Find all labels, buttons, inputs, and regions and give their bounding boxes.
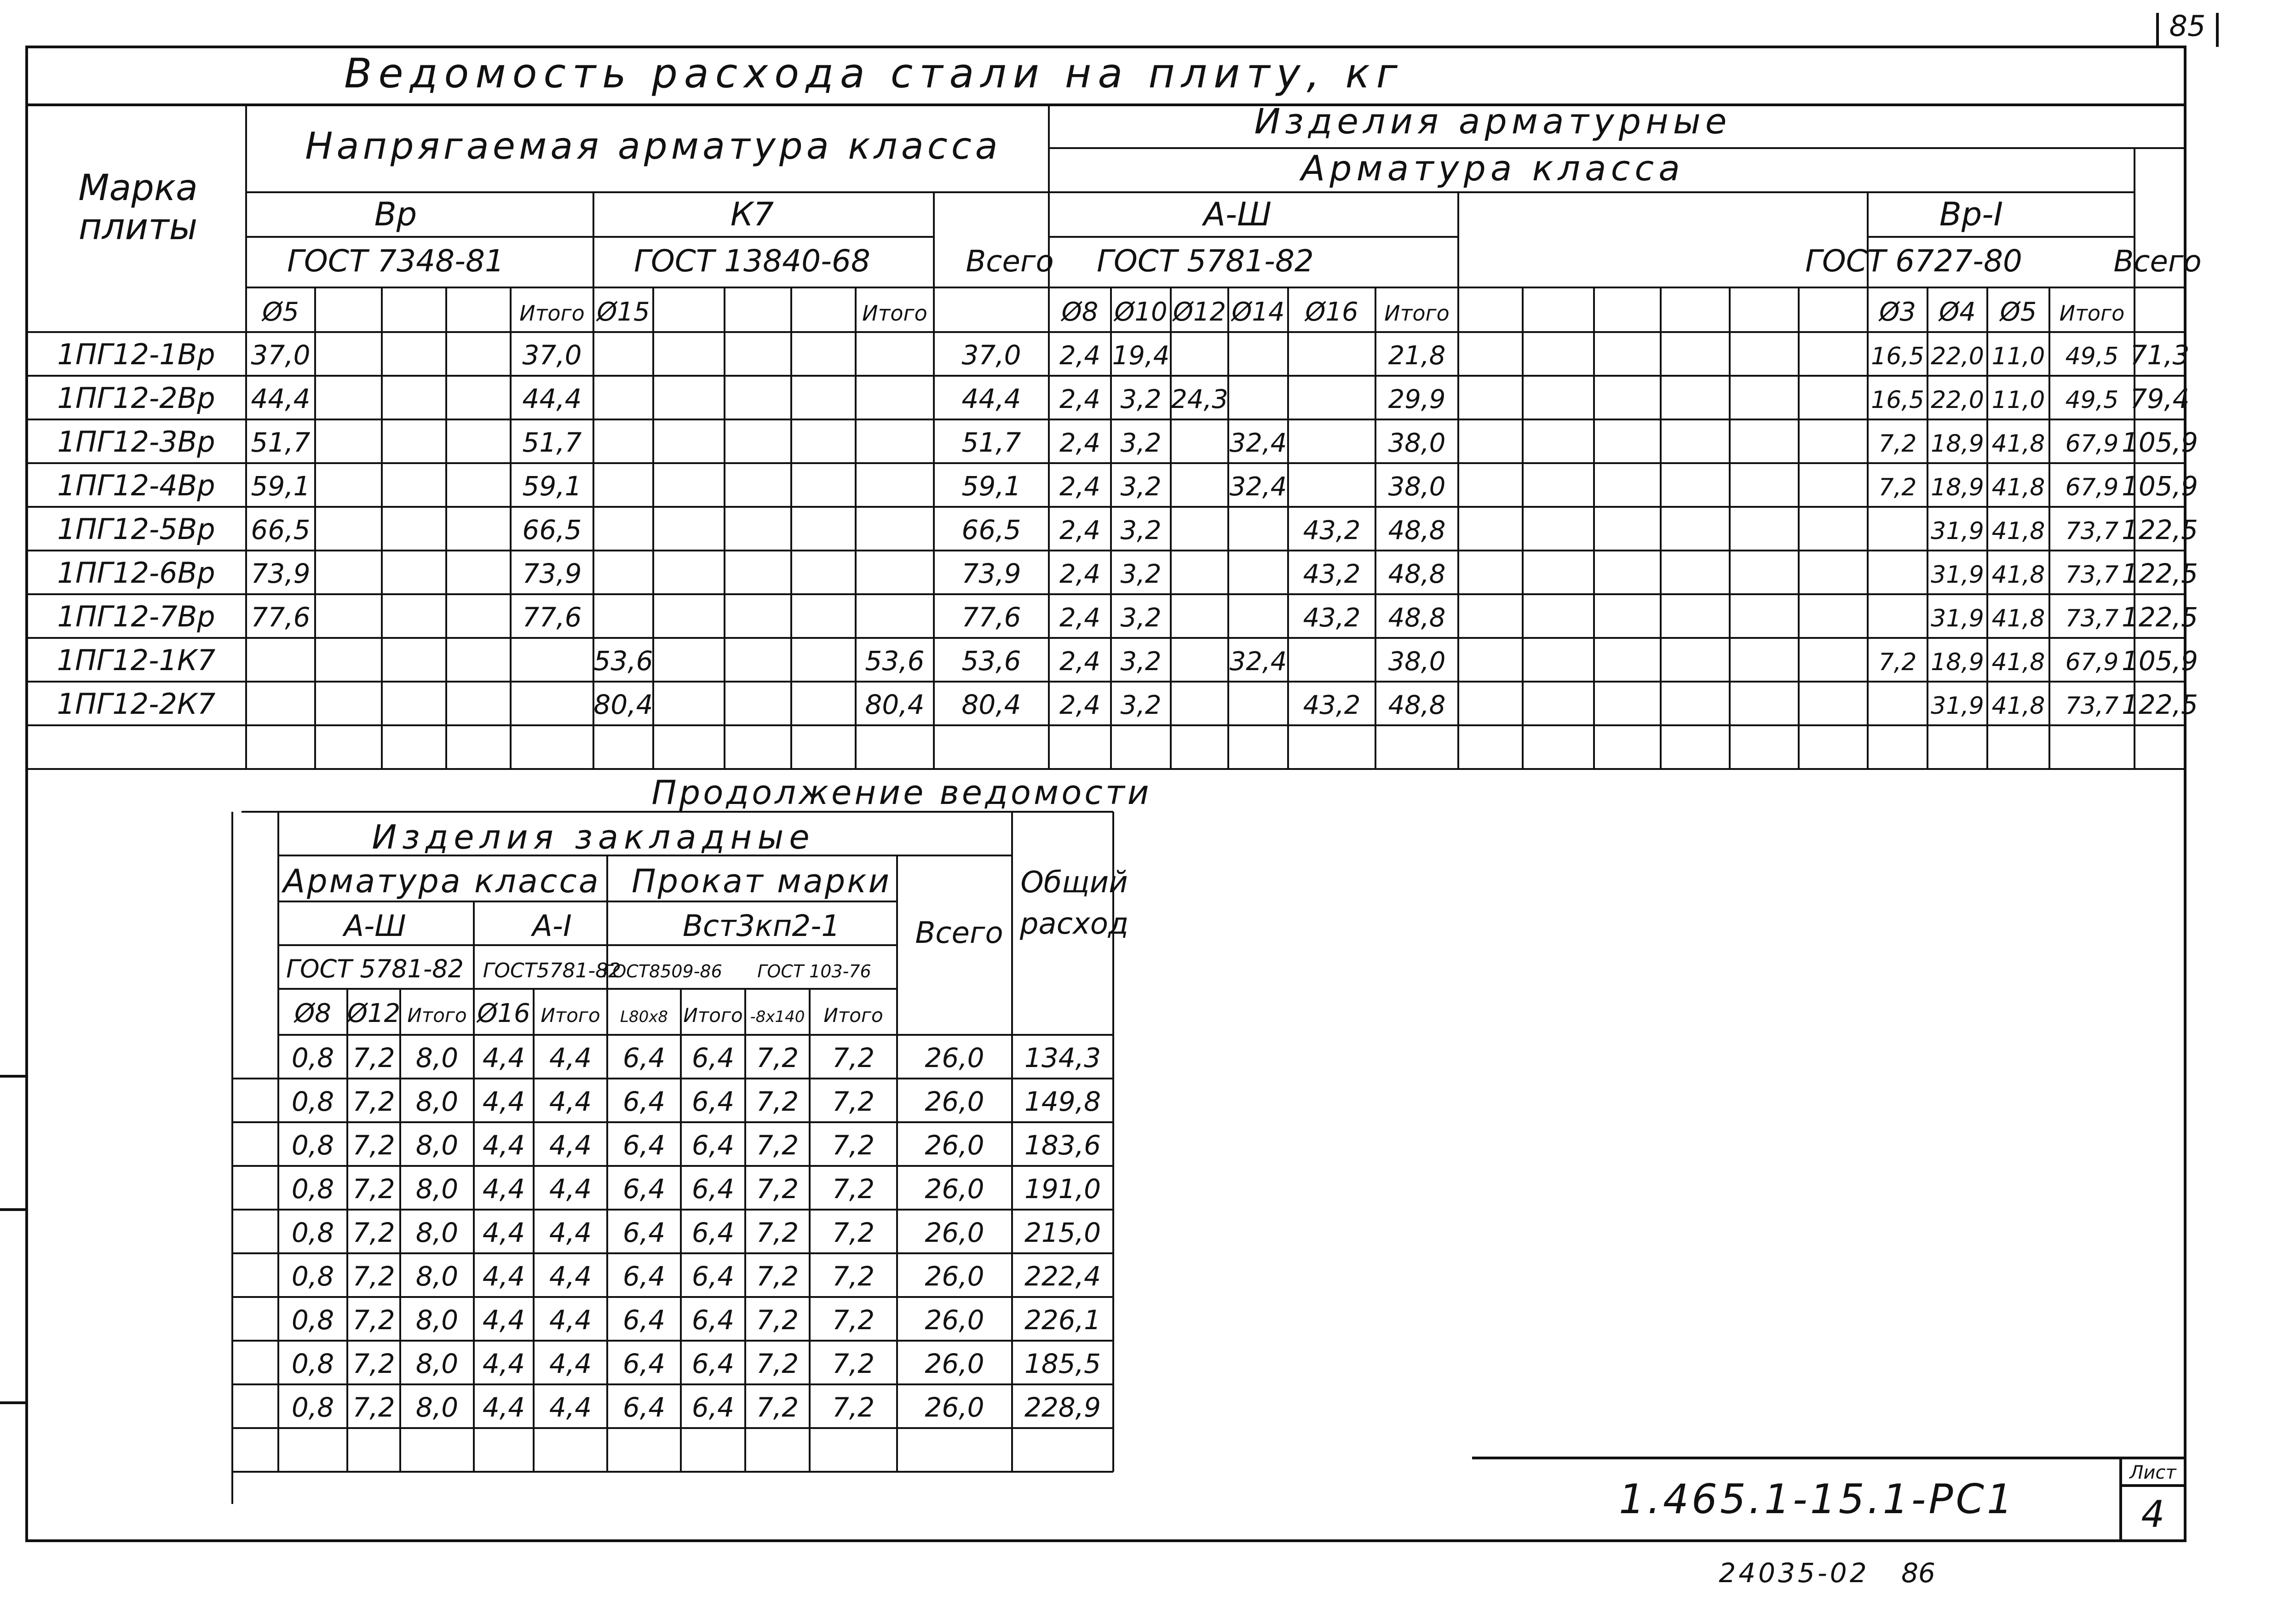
cell-total: 71,3 [2130, 339, 2190, 371]
cell-embedded: 0,8 [291, 1304, 334, 1336]
cell-embedded: 4,4 [482, 1130, 525, 1161]
subheader: Ø12 [1173, 297, 1226, 327]
cell-vr1: 49,5 [2065, 343, 2119, 370]
cell-vr-total: 59,1 [522, 471, 582, 502]
header-prestressed: Напрягаемая арматура класса [305, 125, 1001, 167]
cell-a3: 2,4 [1059, 428, 1101, 458]
cell-embedded: 0,8 [291, 1261, 334, 1292]
cell-embedded: 134,3 [1024, 1042, 1101, 1073]
subheader: Ø3 [1879, 297, 1916, 327]
cell-a3: 32,4 [1229, 647, 1287, 677]
cell-embedded: 6,4 [691, 1086, 735, 1117]
cell-total: 122,5 [2121, 514, 2198, 545]
subheader: Итого [862, 301, 927, 326]
cell-embedded: 6,4 [622, 1130, 666, 1161]
cell-a3: 32,4 [1229, 428, 1287, 458]
header-gost-k7: ГОСТ 13840-68 [634, 243, 870, 279]
cell-prestressed-total: 37,0 [961, 339, 1021, 371]
cell-embedded: 8,0 [415, 1086, 459, 1117]
cell-embedded: 6,4 [691, 1392, 735, 1423]
cell-embedded: 26,0 [925, 1217, 984, 1248]
cell-embedded: 4,4 [482, 1348, 525, 1379]
header-overall-line1: Общий [1020, 866, 1128, 900]
cell-a3: 3,2 [1120, 559, 1162, 589]
cell-embedded: 7,2 [832, 1173, 875, 1205]
cell-total: 122,5 [2121, 689, 2198, 720]
cell-embedded: 7,2 [756, 1130, 799, 1161]
cell-vr1: 7,2 [1878, 430, 1917, 458]
cell-embedded: 7,2 [352, 1392, 395, 1423]
cell-embedded: 183,6 [1024, 1130, 1101, 1161]
cell-embedded: 7,2 [832, 1304, 875, 1336]
cell-embedded: 4,4 [549, 1348, 592, 1379]
subheader: Итого [2059, 301, 2125, 326]
header-gost-angle: ГОСТ8509-86 [603, 961, 722, 981]
archive-number: 24035-02 [1719, 1557, 1870, 1589]
cell-embedded: 0,8 [291, 1392, 334, 1423]
cell-k15: 53,6 [593, 645, 653, 677]
cell-vr1: 7,2 [1878, 648, 1917, 676]
subheader: Итого [541, 1004, 600, 1027]
cell-embedded: 7,2 [756, 1261, 799, 1292]
cell-a3: 19,4 [1112, 341, 1170, 371]
cell-embedded: 26,0 [925, 1042, 984, 1073]
subheader: Ø10 [1114, 297, 1168, 327]
cell-embedded: 0,8 [291, 1348, 334, 1379]
cell-prestressed-total: 59,1 [961, 471, 1021, 502]
header-class-a3: А-Ш [1203, 195, 1272, 233]
cell-a3: 3,2 [1120, 472, 1162, 502]
header-gost-a3: ГОСТ 5781-82 [1097, 243, 1314, 279]
cell-a3: 38,0 [1388, 647, 1446, 677]
cell-embedded: 6,4 [622, 1348, 666, 1379]
cell-embedded: 7,2 [756, 1217, 799, 1248]
cell-embedded: 8,0 [415, 1348, 459, 1379]
cell-vr5: 44,4 [251, 383, 311, 414]
cell-embedded: 7,2 [756, 1348, 799, 1379]
header-total: Всего [2113, 245, 2202, 279]
row-mark: 1ПГ12-7Вр [57, 600, 215, 633]
cell-embedded: 7,2 [832, 1348, 875, 1379]
cell-a3: 3,2 [1120, 516, 1162, 545]
cell-a3: 29,9 [1388, 384, 1446, 414]
cell-vr5: 37,0 [251, 339, 311, 371]
cell-embedded: 6,4 [622, 1392, 666, 1423]
continuation-title: Продолжение ведомости [651, 773, 1152, 812]
cell-embedded: 7,2 [832, 1130, 875, 1161]
cell-a3: 2,4 [1059, 384, 1101, 414]
cell-embedded: 7,2 [352, 1130, 395, 1161]
row-mark: 1ПГ12-1Вр [57, 338, 215, 371]
cell-embedded: 7,2 [832, 1261, 875, 1292]
cell-embedded: 8,0 [415, 1392, 459, 1423]
cell-total: 79,4 [2130, 383, 2190, 414]
header-gost-vr: ГОСТ 7348-81 [287, 243, 504, 279]
cell-vr1: 41,8 [1991, 517, 2045, 545]
cell-a3: 2,4 [1059, 516, 1101, 545]
cell-embedded: 7,2 [352, 1217, 395, 1248]
cell-embedded: 4,4 [482, 1086, 525, 1117]
cell-a3: 2,4 [1059, 603, 1101, 633]
header-class-k7: К7 [730, 195, 774, 233]
cell-embedded: 7,2 [756, 1304, 799, 1336]
subheader: Итого [1384, 301, 1450, 326]
cell-embedded: 4,4 [549, 1304, 592, 1336]
cell-a3: 48,8 [1388, 690, 1446, 720]
cell-vr1: 22,0 [1931, 343, 1984, 370]
header-rolled: Прокат марки [631, 862, 892, 900]
main-table-grid [27, 105, 2185, 769]
cell-vr1: 73,7 [2065, 605, 2119, 632]
cell-a3: 3,2 [1120, 647, 1162, 677]
cell-vr5: 77,6 [251, 602, 311, 633]
header-cont-total: Всего [915, 916, 1003, 950]
page-number: 85 [2169, 9, 2206, 43]
cell-vr-total: 73,9 [522, 558, 582, 589]
main-table-body [57, 338, 2198, 721]
row-mark: 1ПГ12-1К7 [57, 643, 216, 677]
cell-k-total: 53,6 [865, 645, 925, 677]
cell-prestressed-total: 53,6 [961, 645, 1021, 677]
cell-k-total: 80,4 [865, 689, 925, 720]
header-items: Изделия арматурные [1254, 101, 1732, 142]
cell-embedded: 7,2 [352, 1261, 395, 1292]
header-overall-line2: расход [1019, 907, 1129, 941]
cell-embedded: 4,4 [482, 1042, 525, 1073]
cell-vr1: 73,7 [2065, 692, 2119, 720]
cell-embedded: 7,2 [832, 1217, 875, 1248]
cell-a3: 2,4 [1059, 559, 1101, 589]
cell-vr1: 31,9 [1931, 605, 1984, 632]
cell-embedded: 26,0 [925, 1392, 984, 1423]
cell-vr-total: 51,7 [522, 427, 582, 458]
header-armature-class: Арматура класса [1301, 148, 1685, 189]
cell-embedded: 149,8 [1024, 1086, 1101, 1117]
cell-vr1: 67,9 [2065, 474, 2119, 501]
stamp-sheet-number: 4 [2141, 1493, 2165, 1536]
row-mark: 1ПГ12-5Вр [57, 512, 215, 546]
cell-embedded: 4,4 [549, 1261, 592, 1292]
cell-total: 122,5 [2121, 602, 2198, 633]
header-total-prestressed: Всего [966, 245, 1054, 279]
cell-vr1: 41,8 [1991, 692, 2045, 720]
cell-vr1: 16,5 [1871, 386, 1924, 414]
cell-embedded: 6,4 [691, 1042, 735, 1073]
cell-vr1: 11,0 [1991, 343, 2045, 370]
cell-vr-total: 37,0 [522, 339, 582, 371]
cell-embedded: 7,2 [352, 1348, 395, 1379]
cell-embedded: 7,2 [832, 1042, 875, 1073]
main-subheaders [261, 297, 2124, 327]
cell-embedded: 6,4 [691, 1304, 735, 1336]
header-gost-strip: ГОСТ 103-76 [757, 961, 871, 981]
cell-embedded: 6,4 [691, 1261, 735, 1292]
cell-embedded: 4,4 [482, 1217, 525, 1248]
cell-embedded: 4,4 [482, 1304, 525, 1336]
cell-embedded: 215,0 [1024, 1217, 1101, 1248]
cell-embedded: 0,8 [291, 1173, 334, 1205]
header-mark-line2: плиты [78, 207, 198, 248]
cell-a3: 2,4 [1059, 341, 1101, 371]
header-cont-gost-a3: ГОСТ 5781-82 [286, 954, 464, 983]
cell-vr1: 22,0 [1931, 386, 1984, 414]
header-cont-gost-a1: ГОСТ5781-82 [483, 959, 621, 982]
cell-embedded: 7,2 [352, 1173, 395, 1205]
cell-embedded: 222,4 [1024, 1261, 1101, 1292]
cell-embedded: 4,4 [482, 1173, 525, 1205]
cell-embedded: 6,4 [691, 1348, 735, 1379]
cell-embedded: 7,2 [756, 1392, 799, 1423]
continuation-table-body [292, 1042, 1101, 1423]
cell-vr1: 49,5 [2065, 386, 2119, 414]
subheader: Ø16 [477, 999, 530, 1028]
cell-prestressed-total: 44,4 [961, 383, 1021, 414]
subheader: Итого [683, 1004, 743, 1027]
cell-vr1: 7,2 [1878, 474, 1917, 501]
cell-embedded: 26,0 [925, 1348, 984, 1379]
cell-vr1: 41,8 [1991, 605, 2045, 632]
cell-vr1: 41,8 [1991, 561, 2045, 589]
cell-a3: 2,4 [1059, 647, 1101, 677]
cell-vr1: 41,8 [1991, 430, 2045, 458]
cell-embedded: 7,2 [756, 1086, 799, 1117]
continuation-subheaders [293, 999, 883, 1028]
cell-prestressed-total: 66,5 [961, 514, 1021, 545]
cell-vr5: 73,9 [251, 558, 311, 589]
cell-embedded: 4,4 [482, 1392, 525, 1423]
cell-embedded: 4,4 [549, 1392, 592, 1423]
cell-embedded: 7,2 [756, 1173, 799, 1205]
cell-embedded: 8,0 [415, 1304, 459, 1336]
subheader: Ø4 [1939, 297, 1976, 327]
cell-embedded: 26,0 [925, 1304, 984, 1336]
cell-vr1: 31,9 [1931, 561, 1984, 589]
cell-embedded: 7,2 [832, 1086, 875, 1117]
header-class-vr: Вр [374, 195, 417, 233]
cell-vr1: 41,8 [1991, 474, 2045, 501]
cell-a3: 48,8 [1388, 603, 1446, 633]
cell-embedded: 26,0 [925, 1086, 984, 1117]
cell-embedded: 7,2 [832, 1392, 875, 1423]
cell-embedded: 6,4 [622, 1217, 666, 1248]
cell-a3: 32,4 [1229, 472, 1287, 502]
cell-embedded: 4,4 [549, 1042, 592, 1073]
cell-embedded: 4,4 [549, 1173, 592, 1205]
stamp-sheet-label: Лист [2129, 1462, 2176, 1483]
cell-embedded: 6,4 [622, 1042, 666, 1073]
cell-embedded: 6,4 [622, 1261, 666, 1292]
cell-vr1: 67,9 [2065, 430, 2119, 458]
row-mark: 1ПГ12-6Вр [57, 556, 215, 590]
cell-embedded: 6,4 [691, 1130, 735, 1161]
cell-embedded: 6,4 [622, 1173, 666, 1205]
cell-a3: 43,2 [1303, 516, 1361, 545]
cell-a3: 2,4 [1059, 690, 1101, 720]
cell-vr5: 66,5 [251, 514, 311, 545]
cell-vr5: 59,1 [251, 471, 311, 502]
cell-embedded: 6,4 [691, 1217, 735, 1248]
archive-page: 86 [1901, 1557, 1935, 1589]
cell-total: 105,9 [2121, 471, 2198, 502]
subheader: -8x140 [750, 1008, 805, 1026]
cell-vr1: 73,7 [2065, 517, 2119, 545]
cell-a3: 3,2 [1120, 603, 1162, 633]
cell-vr1: 11,0 [1991, 386, 2045, 414]
cell-embedded: 0,8 [291, 1217, 334, 1248]
cell-a3: 24,3 [1171, 384, 1228, 414]
subheader: Итого [407, 1004, 467, 1027]
cell-embedded: 8,0 [415, 1173, 459, 1205]
cell-embedded: 0,8 [291, 1130, 334, 1161]
header-embedded: Изделия закладные [372, 818, 815, 856]
cell-embedded: 8,0 [415, 1261, 459, 1292]
cell-vr-total: 44,4 [522, 383, 582, 414]
cell-a3: 3,2 [1120, 690, 1162, 720]
cell-a3: 48,8 [1388, 516, 1446, 545]
doc-code: 1.465.1-15.1-РС1 [1619, 1475, 2015, 1523]
cell-vr-total: 77,6 [522, 602, 582, 633]
subheader: Ø8 [294, 999, 331, 1028]
cell-vr1: 18,9 [1931, 430, 1984, 458]
subheader: Ø16 [1305, 297, 1358, 327]
row-mark: 1ПГ12-4Вр [57, 469, 215, 502]
cell-total: 105,9 [2121, 645, 2198, 677]
cell-k15: 80,4 [593, 689, 653, 720]
cell-embedded: 4,4 [549, 1086, 592, 1117]
cell-vr1: 18,9 [1931, 474, 1984, 501]
cell-embedded: 8,0 [415, 1130, 459, 1161]
cell-embedded: 226,1 [1024, 1304, 1101, 1336]
cell-embedded: 6,4 [622, 1086, 666, 1117]
cell-embedded: 191,0 [1024, 1173, 1101, 1205]
cell-a3: 43,2 [1303, 603, 1361, 633]
cell-embedded: 7,2 [352, 1086, 395, 1117]
subheader: Ø5 [2000, 297, 2037, 327]
cell-embedded: 26,0 [925, 1130, 984, 1161]
cell-a3: 21,8 [1388, 341, 1446, 371]
cell-embedded: 8,0 [415, 1217, 459, 1248]
cell-a3: 38,0 [1388, 428, 1446, 458]
header-cont-class-a3: А-Ш [344, 909, 406, 943]
subheader: Ø8 [1061, 297, 1099, 327]
cell-a3: 3,2 [1120, 384, 1162, 414]
cell-vr-total: 66,5 [522, 514, 582, 545]
subheader: Ø15 [597, 297, 650, 327]
header-cont-class-a1: А-I [532, 909, 572, 943]
cell-embedded: 0,8 [291, 1086, 334, 1117]
cell-embedded: 4,4 [549, 1217, 592, 1248]
cell-vr5: 51,7 [251, 427, 311, 458]
header-steel: Вст3кп2-1 [682, 909, 840, 943]
cell-embedded: 4,4 [482, 1261, 525, 1292]
subheader: Ø12 [347, 999, 401, 1028]
row-mark: 1ПГ12-2Вр [57, 381, 215, 415]
cell-vr1: 31,9 [1931, 517, 1984, 545]
cell-embedded: 7,2 [756, 1042, 799, 1073]
cell-vr1: 31,9 [1931, 692, 1984, 720]
cell-prestressed-total: 73,9 [961, 558, 1021, 589]
subheader: Ø5 [262, 297, 299, 327]
cell-total: 105,9 [2121, 427, 2198, 458]
cell-embedded: 185,5 [1024, 1348, 1101, 1379]
cell-embedded: 6,4 [622, 1304, 666, 1336]
header-mark-line1: Марка [78, 167, 198, 209]
cell-prestressed-total: 77,6 [961, 602, 1021, 633]
cell-vr1: 73,7 [2065, 561, 2119, 589]
cell-embedded: 26,0 [925, 1261, 984, 1292]
cell-embedded: 7,2 [352, 1042, 395, 1073]
cell-a3: 48,8 [1388, 559, 1446, 589]
cell-embedded: 0,8 [291, 1042, 334, 1073]
cell-prestressed-total: 80,4 [961, 689, 1021, 720]
row-mark: 1ПГ12-2К7 [57, 687, 216, 721]
cell-embedded: 8,0 [415, 1042, 459, 1073]
header-class-vr1: Вр-I [1939, 195, 2003, 233]
cell-a3: 43,2 [1303, 559, 1361, 589]
cell-vr1: 16,5 [1871, 343, 1924, 370]
header-gost-vr1: ГОСТ 6727-80 [1805, 243, 2022, 279]
cell-a3: 3,2 [1120, 428, 1162, 458]
sheet-title: Ведомость расхода стали на плиту, кг [344, 50, 1404, 97]
subheader: Итого [519, 301, 585, 326]
header-cont-armature: Арматура класса [283, 862, 600, 900]
cell-a3: 43,2 [1303, 690, 1361, 720]
cell-embedded: 26,0 [925, 1173, 984, 1205]
cell-embedded: 7,2 [352, 1304, 395, 1336]
subheader: Итого [823, 1004, 883, 1027]
cell-vr1: 41,8 [1991, 648, 2045, 676]
subheader: Ø14 [1231, 297, 1285, 327]
subheader: L80x8 [620, 1008, 668, 1026]
cell-prestressed-total: 51,7 [961, 427, 1021, 458]
cell-vr1: 67,9 [2065, 648, 2119, 676]
cell-embedded: 4,4 [549, 1130, 592, 1161]
row-mark: 1ПГ12-3Вр [57, 425, 215, 459]
cell-a3: 38,0 [1388, 472, 1446, 502]
cell-a3: 2,4 [1059, 472, 1101, 502]
cell-vr1: 18,9 [1931, 648, 1984, 676]
cell-embedded: 6,4 [691, 1173, 735, 1205]
cell-embedded: 228,9 [1024, 1392, 1101, 1423]
cell-total: 122,5 [2121, 558, 2198, 589]
